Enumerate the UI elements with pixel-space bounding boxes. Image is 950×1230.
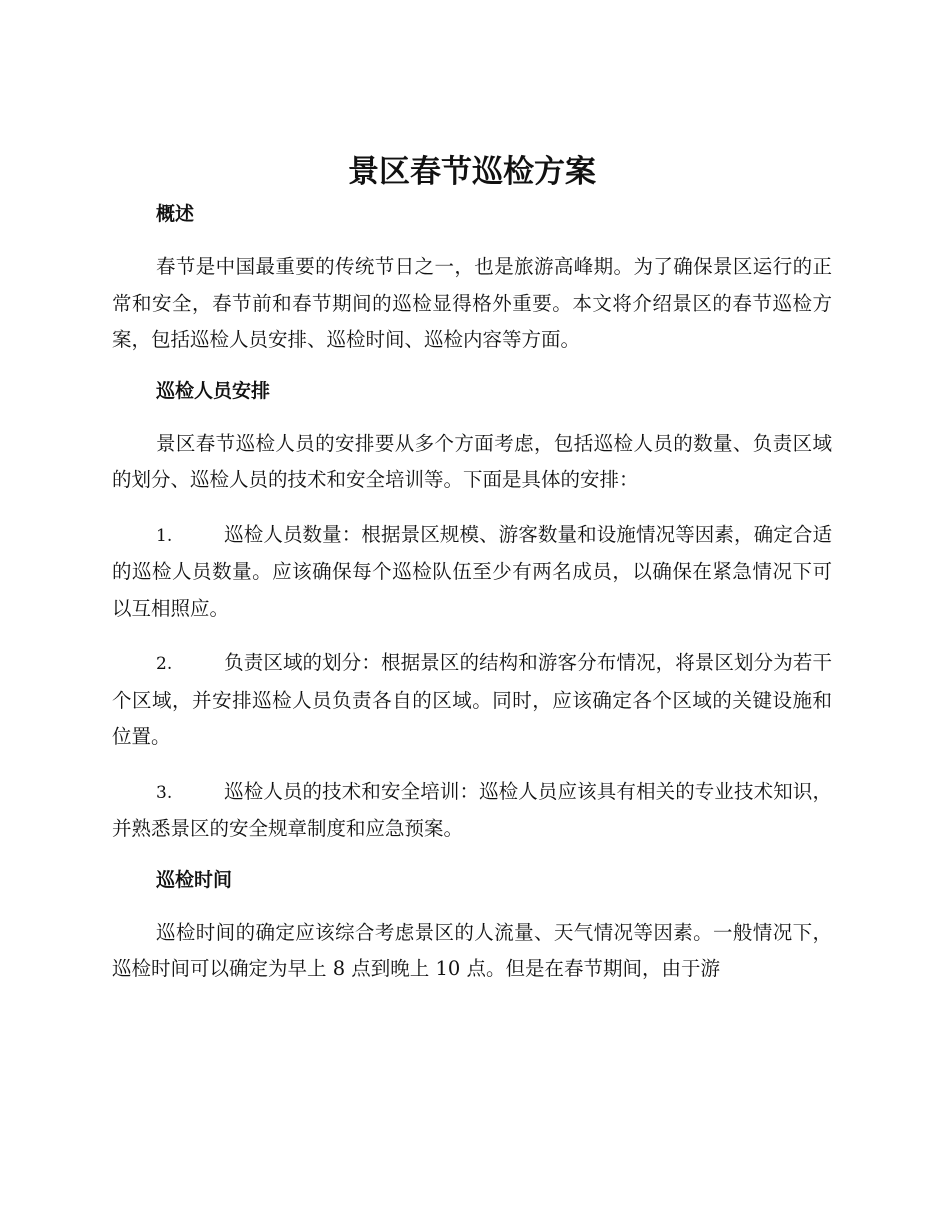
- section-heading-overview: 概述: [156, 203, 195, 225]
- list-item: [112, 645, 832, 756]
- document-title: 景区春节巡检方案: [348, 154, 596, 190]
- list-item: [112, 517, 832, 628]
- document-page: [112, 150, 832, 1006]
- paragraph: 春节是中国最重要的传统节日之一，也是旅游高峰期。为了确保景区运行的正常和安全，春节前和春节期间的巡检显得格外重要。本文将介绍景区的春节巡检方案，包括巡检人员安排、巡检时间、巡检内容等方面。: [112, 255, 832, 351]
- list-item-text: 巡检人员数量：根据景区规模、游客数量和设施情况等因素，确定合适的巡检人员数量。应该确保每个巡检队伍至少有两名成员，以确保在紧急情况下可以互相照应。: [112, 522, 832, 620]
- list-number: 2.: [156, 654, 173, 674]
- paragraph: 巡检时间的确定应该综合考虑景区的人流量、天气情况等因素。一般情况下，巡检时间可以确定为早上 8 点到晚上 10 点。但是在春节期间，由于游: [112, 920, 832, 980]
- section-heading-schedule: 巡检时间: [156, 868, 233, 891]
- list-number: 1.: [156, 525, 173, 546]
- section-heading-staffing: 巡检人员安排: [156, 379, 271, 402]
- paragraph: 景区春节巡检人员的安排要从多个方面考虑，包括巡检人员的数量、负责区域的划分、巡检人员的技术和安全培训等。下面是具体的安排：: [112, 431, 832, 491]
- list-item-text: 负责区域的划分：根据景区的结构和游客分布情况，将景区划分为若干个区域，并安排巡检人员负责各自的区域。同时，应该确定各个区域的关键设施和位置。: [112, 651, 832, 748]
- list-number: 3.: [156, 782, 173, 803]
- list-item: [112, 774, 832, 848]
- list-item-text: 巡检人员的技术和安全培训：巡检人员应该具有相关的专业技术知识，并熟悉景区的安全规章制度和应急预案。: [112, 779, 832, 840]
